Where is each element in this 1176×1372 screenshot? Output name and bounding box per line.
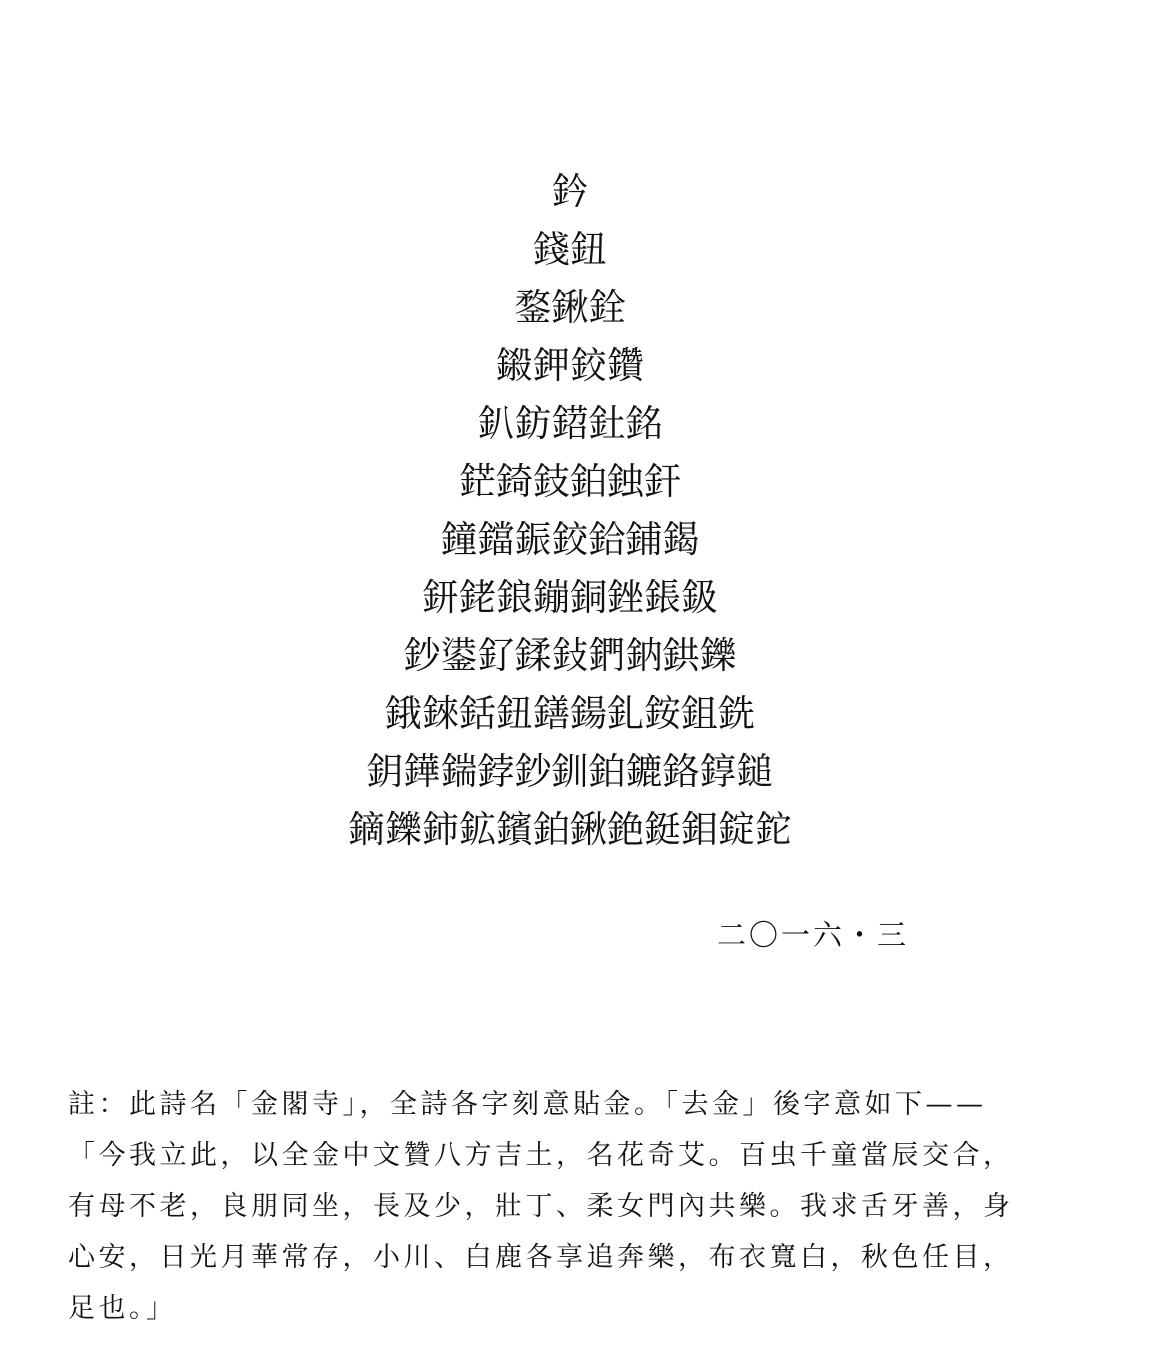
poem-line-9: 鈔鍙釕鍒鈙鍆鈉鉷鑠 [403, 634, 737, 677]
annotation-note [68, 1079, 1078, 1334]
poem-line-5: 釟鈁鍣釷銘 [477, 402, 663, 445]
poem [0, 163, 1140, 859]
poem-line-6: 鋩錡鈘鉑鉵釬 [459, 460, 681, 503]
poem-line-2: 錢鈕 [533, 228, 607, 271]
poem-line-10: 鋨錸銛鈕鐥鍚釓銨鉏銑 [385, 692, 755, 735]
poem-line-3: 鍪鍬銓 [514, 286, 626, 329]
note-line-5: 足也。」 [68, 1293, 177, 1324]
poem-date: 二〇一六・三 [717, 918, 910, 952]
poem-line-8: 鈃銠鋃鏰銅銼鋹鈒 [422, 576, 718, 619]
note-line-3: 有母不老，良朋同坐，長及少，壯丁、柔女門內共樂。我求舌牙善，身 [68, 1191, 1014, 1222]
poem-line-11: 鈅鏵鍴鋍鈔釧鉑鏕鉻錞鎚 [366, 750, 774, 793]
poem-line-7: 鐘鐺鋠鉸鉿鋪鍻 [440, 518, 700, 561]
note-line-1: 註：此詩名「金閣寺」，全詩各字刻意貼金。「去金」後字意如下—— [68, 1089, 987, 1120]
note-line-4: 心安，日光月華常存，小川、白鹿各享追奔樂，布衣寬白，秋色任目， [68, 1242, 1014, 1273]
poem-line-12: 鏑鑠鈰鉱鑌鉑鍬銫鋌鉬錠鉈 [348, 808, 792, 851]
note-line-2: 「今我立此，以全金中文贊八方吉土，名花奇艾。百虫千童當辰交合， [68, 1140, 1014, 1171]
poem-line-1: 鈐 [551, 170, 589, 213]
poem-line-4: 鎩鉀鉸鑽 [496, 344, 644, 387]
